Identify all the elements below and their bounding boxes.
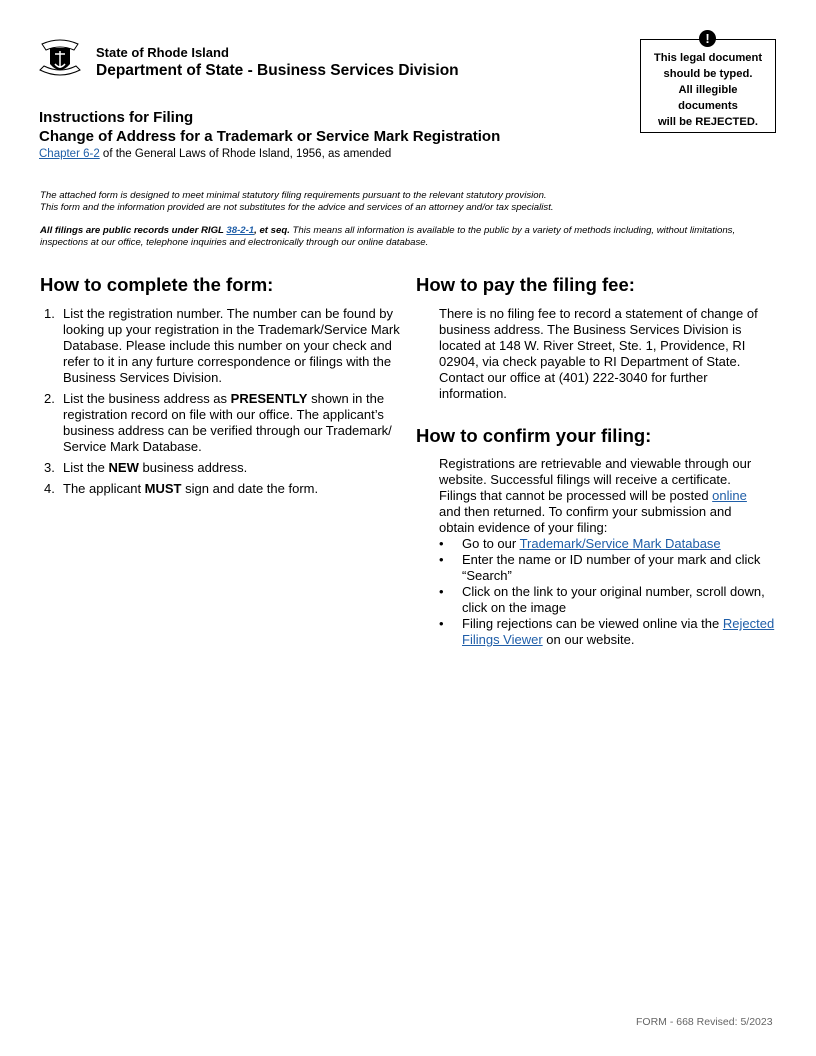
department-name: Department of State - Business Services Division [96, 62, 459, 79]
step-item [40, 481, 400, 497]
step-number: 2. [44, 391, 55, 406]
step-text: shown in the registration record on file with our office. The applicant’s business address can be verified through our Trademark/ Service Mark Database. [63, 391, 392, 454]
typed-notice-box [640, 39, 776, 133]
disclaimer-line: This form and the information provided are not substitutes for the advice and services of an attorney and/or tax specialist. [40, 202, 554, 213]
notice-line: should be typed. [663, 68, 753, 80]
chapter-link[interactable]: Chapter 6-2 [39, 148, 100, 160]
confirm-text [439, 456, 761, 536]
complete-heading: How to complete the form: [40, 274, 274, 295]
confirm-bullet [439, 584, 775, 616]
form-title: Change of Address for a Trademark or Service Mark Registration [39, 128, 501, 145]
confirm-bullet [439, 536, 775, 552]
confirm-text-1: Registrations are retrievable and viewable through our website. Successful filings will receive a certificate. Filings that cannot be processed will be posted [439, 456, 752, 503]
form-footer: FORM - 668 Revised: 5/2023 [636, 1016, 773, 1028]
rejected-filings-viewer-link[interactable]: Rejected Filings Viewer [462, 616, 775, 647]
chapter-line [39, 148, 391, 160]
bullet-icon: • [439, 536, 444, 551]
state-name: State of Rhode Island [96, 45, 229, 60]
step-text: List the business address as [63, 391, 231, 406]
public-bold: All filings are public records under RIGL [40, 225, 227, 236]
trademark-database-link[interactable]: Trademark/Service Mark Database [519, 536, 721, 551]
step-text: List the registration number. The number can be found by looking up your registration in the Trademark/Service Mark Database. Please include this number on your check and refer to it in any furture correspondence or filings with the Business Services Division. [63, 306, 400, 385]
confirm-bullet [439, 552, 775, 584]
pay-heading: How to pay the filing fee: [416, 274, 635, 295]
public-bold: , et seq. [254, 225, 290, 236]
state-seal-icon [38, 38, 82, 80]
public-text: This means all information is available to the public by a variety of methods including, without limitations, inspections at our office, telephone inquiries and electronically through our online database. [40, 225, 736, 248]
notice-line: All illegible [678, 84, 738, 96]
exclamation-icon: ! [699, 30, 716, 47]
bullet-text: Filing rejections can be viewed online via the [462, 616, 723, 631]
pay-text: There is no filing fee to record a statement of change of business address. The Business Services Division is located at 148 W. River Street, Ste. 1, Providence, RI 02904, via check payable to RI Department of State. Contact our office at (401) 222-3040 for further information. [439, 306, 758, 401]
disclaimer-line: The attached form is designed to meet minimal statutory filing requirements pursuant to the relevant statutory provision. [40, 190, 547, 201]
bullet-icon: • [439, 552, 444, 567]
step-text: business address. [138, 460, 248, 475]
notice-line: documents [678, 100, 738, 112]
step-text: sign and date the form. [181, 481, 319, 496]
step-item [40, 391, 400, 455]
bullet-icon: • [439, 584, 444, 599]
instructions-title: Instructions for Filing [39, 109, 194, 126]
notice-line: will be REJECTED. [657, 116, 759, 128]
step-text: List the [63, 460, 109, 475]
bullet-text: Go to our [462, 536, 520, 551]
step-bold: MUST [144, 481, 182, 496]
step-text: The applicant [63, 481, 145, 496]
step-number: 3. [44, 460, 55, 475]
bullet-text: on our website. [542, 632, 635, 647]
rigl-link[interactable]: 38-2-1 [226, 225, 255, 236]
step-item [40, 460, 400, 476]
confirm-heading: How to confirm your filing: [416, 425, 652, 446]
online-link[interactable]: online [712, 488, 747, 503]
bullet-text: Enter the name or ID number of your mark and click “Search” [462, 552, 761, 583]
step-bold: NEW [108, 460, 139, 475]
step-number: 1. [44, 306, 55, 321]
confirm-text-2: and then returned. To confirm your submission and obtain evidence of your filing: [439, 504, 732, 535]
public-records-note [40, 225, 775, 249]
complete-steps [40, 306, 400, 502]
confirm-steps [439, 536, 775, 648]
confirm-bullet [439, 616, 775, 648]
step-item [40, 306, 400, 386]
notice-line: This legal document [653, 52, 763, 64]
confirm-section [439, 456, 775, 648]
bullet-text: Click on the link to your original number, scroll down, click on the image [462, 584, 765, 615]
step-bold: PRESENTLY [230, 391, 308, 406]
step-number: 4. [44, 481, 55, 496]
bullet-icon: • [439, 616, 444, 631]
chapter-text: of the General Laws of Rhode Island, 1956, as amended [99, 148, 392, 160]
disclaimer [40, 190, 770, 214]
